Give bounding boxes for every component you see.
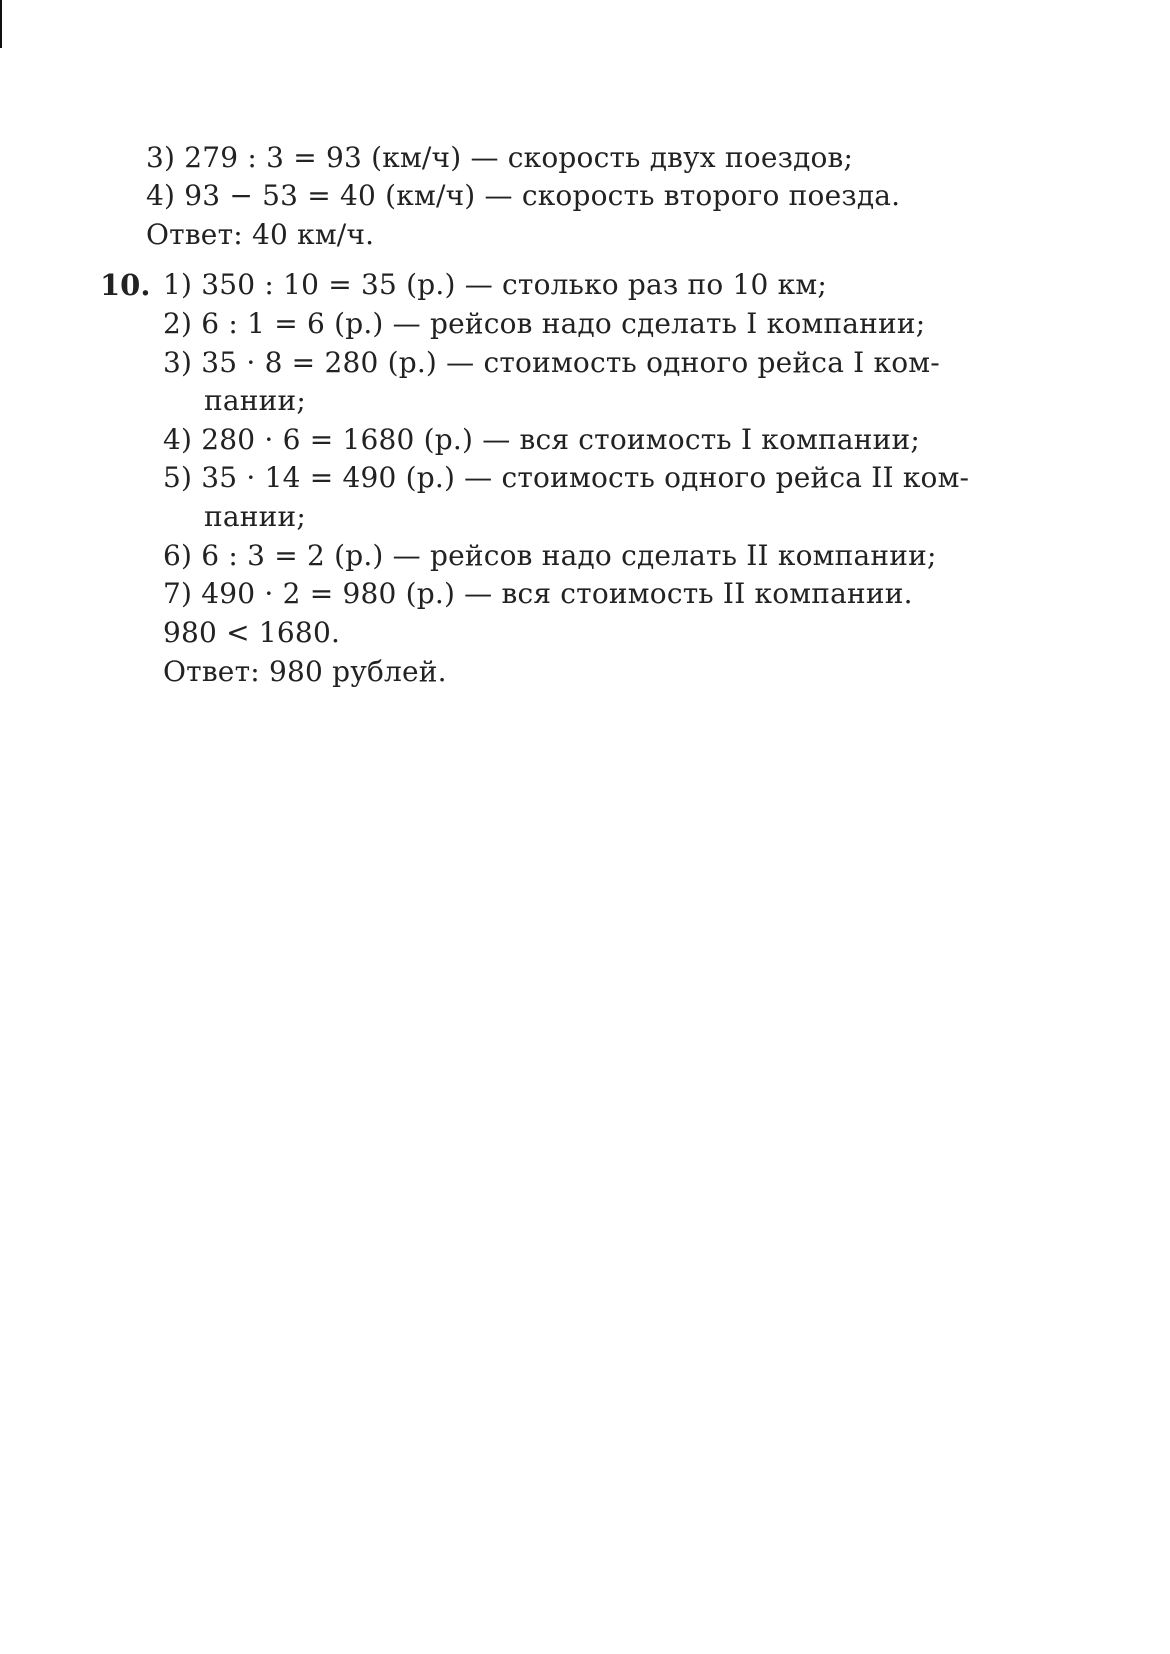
solution-step-7: 7) 490 · 2 = 980 (р.) — вся стоимость II компании. [163,577,913,610]
solution-step-6: 6) 6 : 3 = 2 (р.) — рейсов надо сделать II компании; [163,539,937,572]
answer-line: Ответ: 40 км/ч. [146,218,375,251]
solution-step-3: 3) 35 · 8 = 280 (р.) — стоимость одного рейса I ком- [163,346,940,379]
comparison-line: 980 < 1680. [163,616,341,649]
solution-step-4: 4) 93 − 53 = 40 (км/ч) — скорость второго поезда. [146,179,901,212]
solution-step-5: 5) 35 · 14 = 490 (р.) — стоимость одного рейса II ком- [163,461,970,494]
solution-step-1: 1) 350 : 10 = 35 (р.) — столько раз по 10 км; [163,268,827,301]
solution-step-3-continued: пании; [204,384,306,417]
solution-step-2: 2) 6 : 1 = 6 (р.) — рейсов надо сделать I компании; [163,307,926,340]
solution-step-3: 3) 279 : 3 = 93 (км/ч) — скорость двух поездов; [146,141,854,174]
answer-line: Ответ: 980 рублей. [163,655,447,688]
solution-step-5-continued: пании; [204,500,306,533]
solution-step-4: 4) 280 · 6 = 1680 (р.) — вся стоимость I компании; [163,423,921,456]
problem-number: 10. [100,268,151,302]
page-edge-mark [0,0,2,48]
